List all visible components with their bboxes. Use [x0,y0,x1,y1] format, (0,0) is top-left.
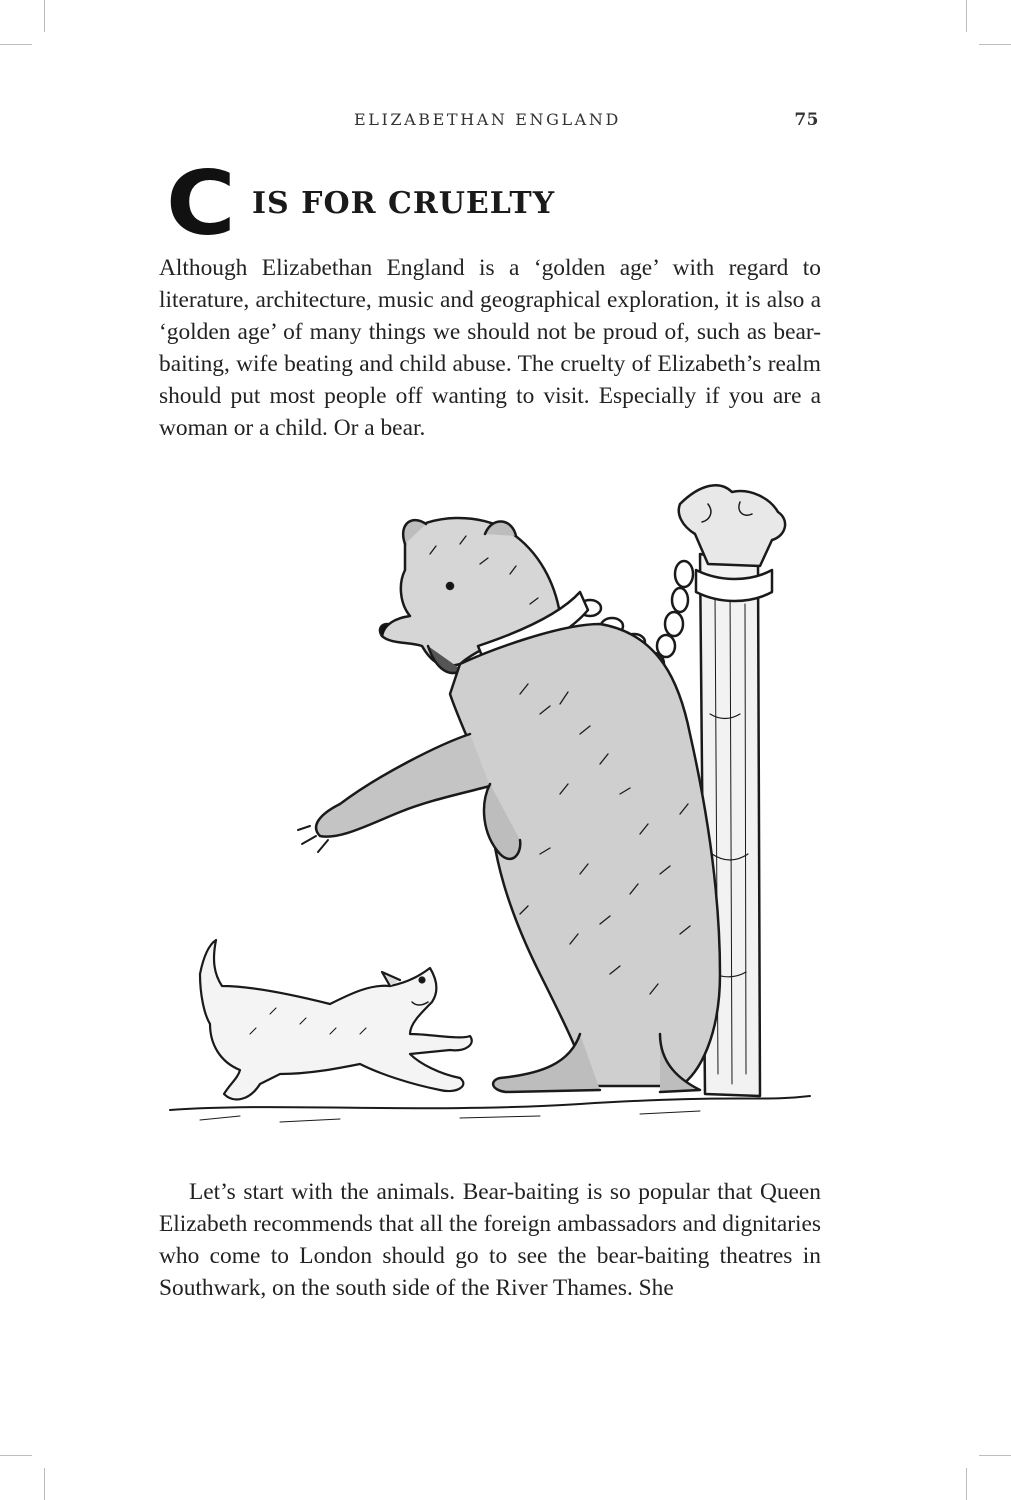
crop-mark [966,0,967,32]
chapter-heading [160,152,820,255]
dog [200,940,472,1099]
crop-mark [979,1455,1011,1456]
crop-mark [979,44,1011,45]
crop-mark [0,44,32,45]
crop-mark [0,1455,32,1456]
heading-title: IS FOR CRUELTY [252,186,556,221]
running-head [354,110,819,134]
body-paragraph: Although Elizabethan England is a ‘golden age’ with regard to literature, architecture, music and geographical exploration, it is also a ‘golden age’ of many things we should not be proud of, such as bear-baiting, wife beating and child abuse. The cruelty of Elizabeth’s realm should put most people off wanting to visit. Especially if you are a woman or a child. Or a bear. [159,255,821,441]
crop-mark [44,0,45,32]
running-head-section: ELIZABETHAN ENGLAND [354,110,621,129]
drop-cap: C [166,152,236,255]
bear-baiting-illustration [160,474,820,1134]
crop-mark [966,1468,967,1500]
body-paragraph: Let’s start with the animals. Bear-baiting is so popular that Queen Elizabeth recommends that all the foreign ambassadors and dignitaries who come to London should go to see the bear-baiting theatres in Southwark, on the south side of the River Thames. She [159,1179,821,1301]
page-number: 75 [794,110,819,130]
crop-mark [44,1468,45,1500]
